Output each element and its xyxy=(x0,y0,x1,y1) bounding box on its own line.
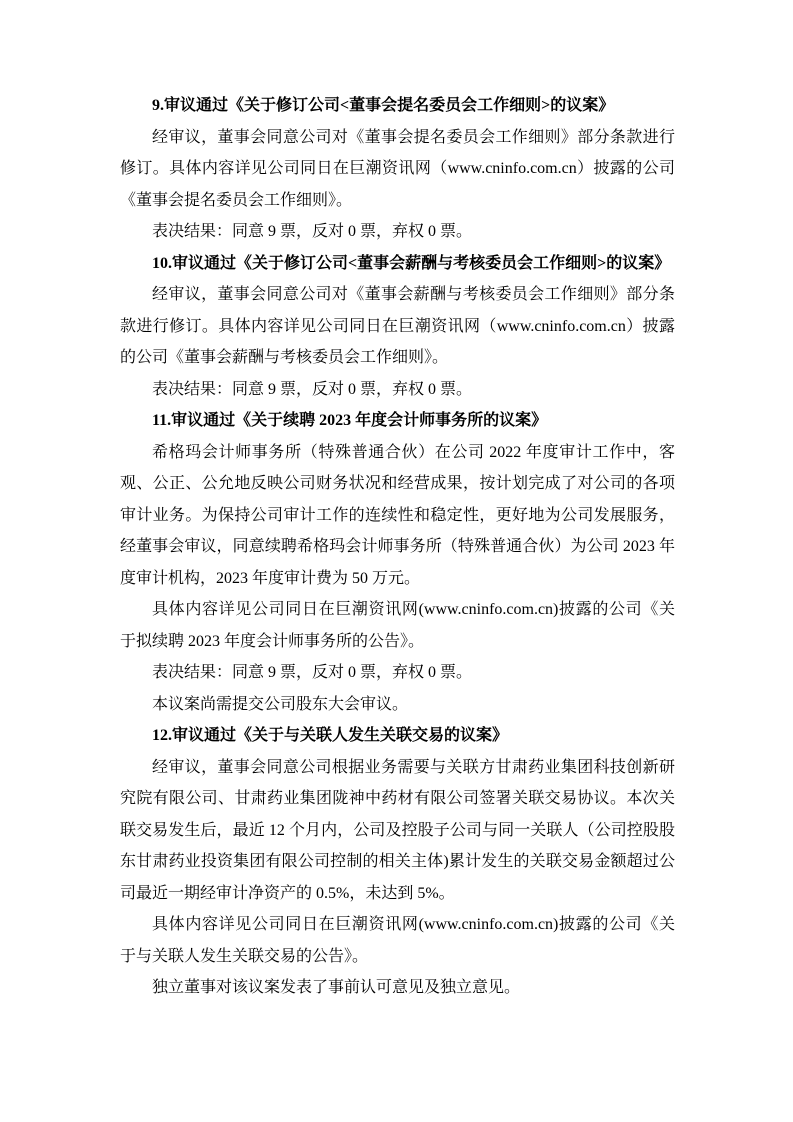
section-paragraph: 经审议，董事会同意公司对《董事会提名委员会工作细则》部分条款进行修订。具体内容详见公司同日在巨潮资讯网（www.cninfo.com.cn）披露的公司《董事会提名委员会工作细则》。 xyxy=(120,128,675,209)
section-paragraph: 经审议，董事会同意公司根据业务需要与关联方甘肃药业集团科技创新研究院有限公司、甘肃药业集团陇神中药材有限公司签署关联交易协议。本次关联交易发生后，最近 12 个月内，公司及控股子公司与同一关联人（公司控股股东甘肃药业投资集团有限公司控制的相关主体)累计发生的关联交易金额超过公司最近一期经审计净资产的 0.5%，未达到 5%。 xyxy=(120,758,675,902)
section-paragraph: 表决结果：同意 9 票，反对 0 票，弃权 0 票。 xyxy=(152,664,473,681)
section-paragraph: 具体内容详见公司同日在巨潮资讯网(www.cninfo.com.cn)披露的公司《关于与关联人发生关联交易的公告》。 xyxy=(120,916,675,965)
document-body xyxy=(120,90,675,1004)
section-heading: 12.审议通过《关于与关联人发生关联交易的议案》 xyxy=(152,727,509,744)
section-heading: 9.审议通过《关于修订公司<董事会提名委员会工作细则>的议案》 xyxy=(152,97,615,114)
section-paragraph: 表决结果：同意 9 票，反对 0 票，弃权 0 票。 xyxy=(152,223,473,240)
section-heading: 11.审议通过《关于续聘 2023 年度会计师事务所的议案》 xyxy=(152,412,548,429)
section-heading: 10.审议通过《关于修订公司<董事会薪酬与考核委员会工作细则>的议案》 xyxy=(152,254,671,272)
section-paragraph: 希格玛会计师事务所（特殊普通合伙）在公司 2022 年度审计工作中，客观、公正、公允地反映公司财务状况和经营成果，按计划完成了对公司的各项审计业务。为保持公司审计工作的连续性和稳定性，更好地为公司发展服务，经董事会审议，同意续聘希格玛会计师事务所（特殊普通合伙）为公司 2023 年度审计机构，2023 年度审计费为 50 万元。 xyxy=(120,443,675,587)
section-paragraph: 经审议，董事会同意公司对《董事会薪酬与考核委员会工作细则》部分条款进行修订。具体内容详见公司同日在巨潮资讯网（www.cninfo.com.cn）披露的公司《董事会薪酬与考核委员会工作细则》。 xyxy=(120,286,675,366)
section-paragraph: 独立董事对该议案发表了事前认可意见及独立意见。 xyxy=(152,979,521,996)
section-paragraph: 本议案尚需提交公司股东大会审议。 xyxy=(152,695,409,713)
section-paragraph: 表决结果：同意 9 票，反对 0 票，弃权 0 票。 xyxy=(152,380,473,398)
section-paragraph: 具体内容详见公司同日在巨潮资讯网(www.cninfo.com.cn)披露的公司《关于拟续聘 2023 年度会计师事务所的公告》。 xyxy=(120,601,675,650)
